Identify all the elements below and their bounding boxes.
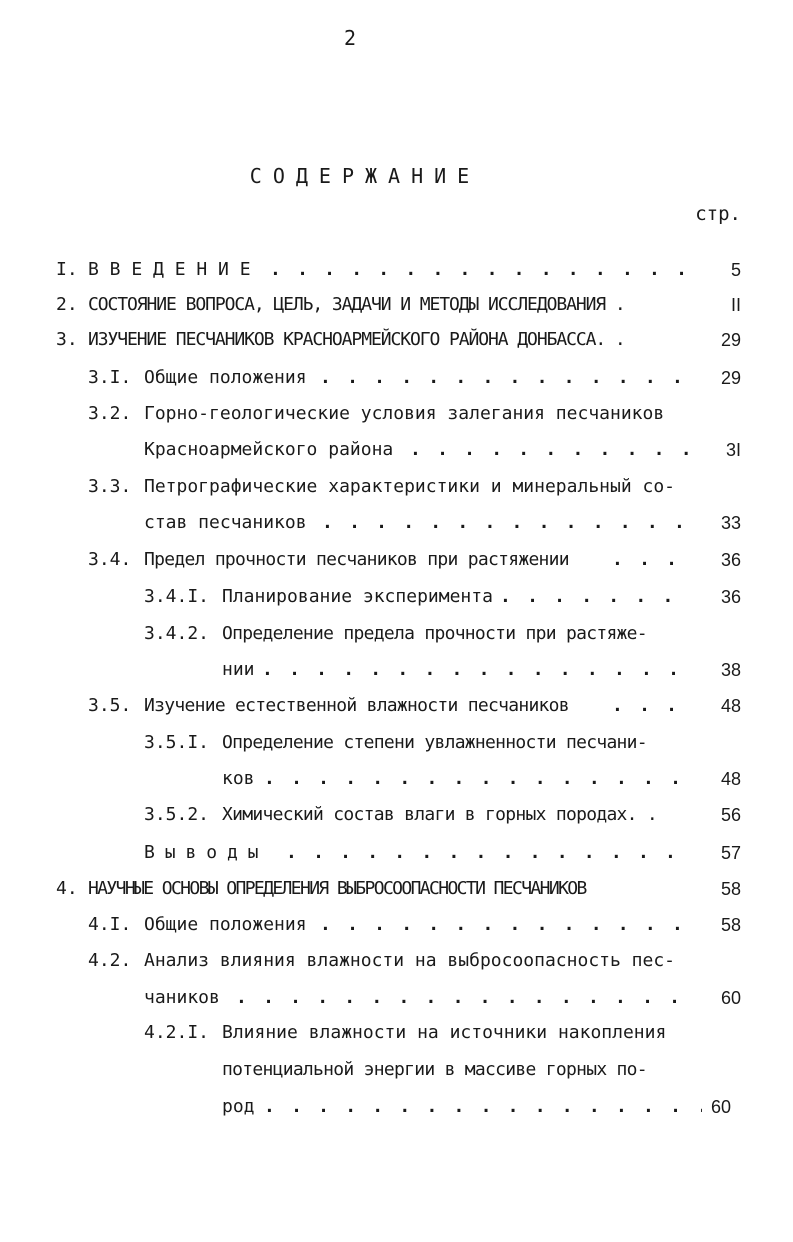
toc-leader-dots xyxy=(322,508,690,538)
toc-entry-text: СОСТОЯНИЕ ВОПРОСА, ЦЕЛЬ, ЗАДАЧИ И МЕТОДЫ ИССЛЕДОВАНИЯ . xyxy=(88,294,625,315)
toc-entry xyxy=(0,1018,793,1048)
toc-entry xyxy=(0,582,793,612)
toc-entry-text: род xyxy=(222,1096,255,1117)
toc-entry-number: 4.2. xyxy=(88,950,132,971)
toc-entry xyxy=(0,728,793,758)
toc-entry-number: 3.2. xyxy=(88,403,132,424)
toc-entry-number: I. xyxy=(56,259,78,280)
toc-entry-page: 29 xyxy=(720,330,741,350)
toc-entry-text: Предел прочности песчаников при растяжении xyxy=(144,549,569,570)
toc-leader-dots xyxy=(264,764,690,794)
toc-entry-page: 56 xyxy=(720,805,741,825)
toc-entry-number: 3. xyxy=(56,329,78,350)
toc-entry-number: 3.5.I. xyxy=(144,732,210,753)
toc-entry-number: 3.5.2. xyxy=(144,804,210,825)
toc-leader-dots xyxy=(262,655,690,685)
toc-entry-number: 4. xyxy=(56,878,78,899)
page-number: 2 xyxy=(343,26,357,50)
toc-entry xyxy=(0,325,793,355)
toc-leader-dots xyxy=(236,983,690,1013)
toc-entry-text: Анализ влияния влажности на выбросоопасность пес- xyxy=(144,950,676,971)
toc-entry xyxy=(0,619,793,649)
toc-entry-page: 58 xyxy=(720,879,741,899)
toc-entry-page: 58 xyxy=(720,915,741,935)
toc-entry-continuation xyxy=(0,508,793,538)
toc-entry-text: потенциальной энергии в массиве горных по- xyxy=(222,1059,647,1080)
toc-entry-page: II xyxy=(730,295,741,315)
toc-entry-text: Влияние влажности на источники накопления xyxy=(222,1022,667,1043)
toc-entry xyxy=(0,363,793,393)
toc-entry-page: 36 xyxy=(720,587,741,607)
toc-leader-dots xyxy=(270,255,690,285)
toc-entry-page: 60 xyxy=(710,1097,731,1117)
toc-entry xyxy=(0,399,793,429)
toc-entry-page: 48 xyxy=(720,696,741,716)
toc-leader-dots xyxy=(612,545,690,575)
toc-entry xyxy=(0,472,793,502)
toc-entry-page: 29 xyxy=(720,368,741,388)
toc-entry-page: 38 xyxy=(720,660,741,680)
toc-entry-number: 2. xyxy=(56,294,78,315)
toc-entry-text: Определение предела прочности при растяже- xyxy=(222,623,647,644)
toc-entry-text: ИЗУЧЕНИЕ ПЕСЧАНИКОВ КРАСНОАРМЕЙСКОГО РАЙОНА ДОНБАССА. . xyxy=(88,329,625,350)
toc-entry xyxy=(0,800,793,830)
toc-entry xyxy=(0,691,793,721)
toc-entry-text: НАУЧНЫЕ ОСНОВЫ ОПРЕДЕЛЕНИЯ ВЫБРОСООПАСНОСТИ ПЕСЧАНИКОВ xyxy=(88,878,586,899)
toc-entry-text: Химический состав влаги в горных породах. . xyxy=(222,804,658,825)
toc-entry-text: В В Е Д Е Н И Е xyxy=(88,259,251,280)
toc-entry-text: нии xyxy=(222,659,255,680)
toc-entry xyxy=(0,838,793,868)
toc-entry-text: Красноармейского района xyxy=(144,439,394,460)
toc-leader-dots xyxy=(500,582,690,612)
toc-entry xyxy=(0,874,793,904)
toc-leader-dots xyxy=(264,1092,702,1122)
toc-entry xyxy=(0,290,793,320)
toc-entry-page: 5 xyxy=(730,260,741,280)
toc-entry-number: 3.I. xyxy=(88,367,132,388)
toc-entry xyxy=(0,255,793,285)
toc-entry-continuation xyxy=(0,1092,793,1122)
toc-entry-page: 33 xyxy=(720,513,741,533)
toc-entry-page: 3I xyxy=(725,440,741,460)
toc-leader-dots xyxy=(320,910,690,940)
toc-entry-continuation xyxy=(0,983,793,1013)
toc-entry-page: 48 xyxy=(720,769,741,789)
toc-entry-text: Горно-геологические условия залегания песчаников xyxy=(144,403,665,424)
toc-leader-dots xyxy=(410,435,690,465)
toc-entry-text: Определение степени увлажненности песчани- xyxy=(222,732,647,753)
toc-entry-text: став песчаников xyxy=(144,512,307,533)
toc-entry-page: 36 xyxy=(720,550,741,570)
toc-leader-dots xyxy=(612,691,690,721)
toc-entry-text: Выводы xyxy=(144,842,269,863)
toc-entry-text: ков xyxy=(222,768,255,789)
toc-entry-continuation xyxy=(0,655,793,685)
toc-entry-text: Общие положения xyxy=(144,367,307,388)
toc-entry-number: 4.2.I. xyxy=(144,1022,210,1043)
toc-entry xyxy=(0,946,793,976)
toc-entry-number: 3.3. xyxy=(88,476,132,497)
toc-entry-continuation xyxy=(0,1055,793,1085)
toc-entry-number: 3.5. xyxy=(88,695,132,716)
toc-title: СОДЕРЖАНИЕ xyxy=(249,164,481,188)
toc-leader-dots xyxy=(286,838,690,868)
toc-entry-text: Петрографические характеристики и минеральный со- xyxy=(144,476,676,497)
toc-entry-number: 3.4.2. xyxy=(144,623,210,644)
toc-entry-page: 60 xyxy=(720,988,741,1008)
toc-entry xyxy=(0,545,793,575)
toc-entry xyxy=(0,910,793,940)
toc-entry-number: 4.I. xyxy=(88,914,132,935)
toc-entry-text: Изучение естественной влажности песчаников xyxy=(144,695,569,716)
toc-entry-text: Общие положения xyxy=(144,914,307,935)
toc-entry-continuation xyxy=(0,764,793,794)
toc-entry-text: Планирование эксперимента xyxy=(222,586,493,607)
toc-entry-continuation xyxy=(0,435,793,465)
toc-entry-text: чаников xyxy=(144,987,220,1008)
toc-entry-number: 3.4. xyxy=(88,549,132,570)
toc-entry-number: 3.4.I. xyxy=(144,586,210,607)
toc-entry-page: 57 xyxy=(720,843,741,863)
page-column-label: стр. xyxy=(695,203,741,225)
toc-leader-dots xyxy=(320,363,690,393)
